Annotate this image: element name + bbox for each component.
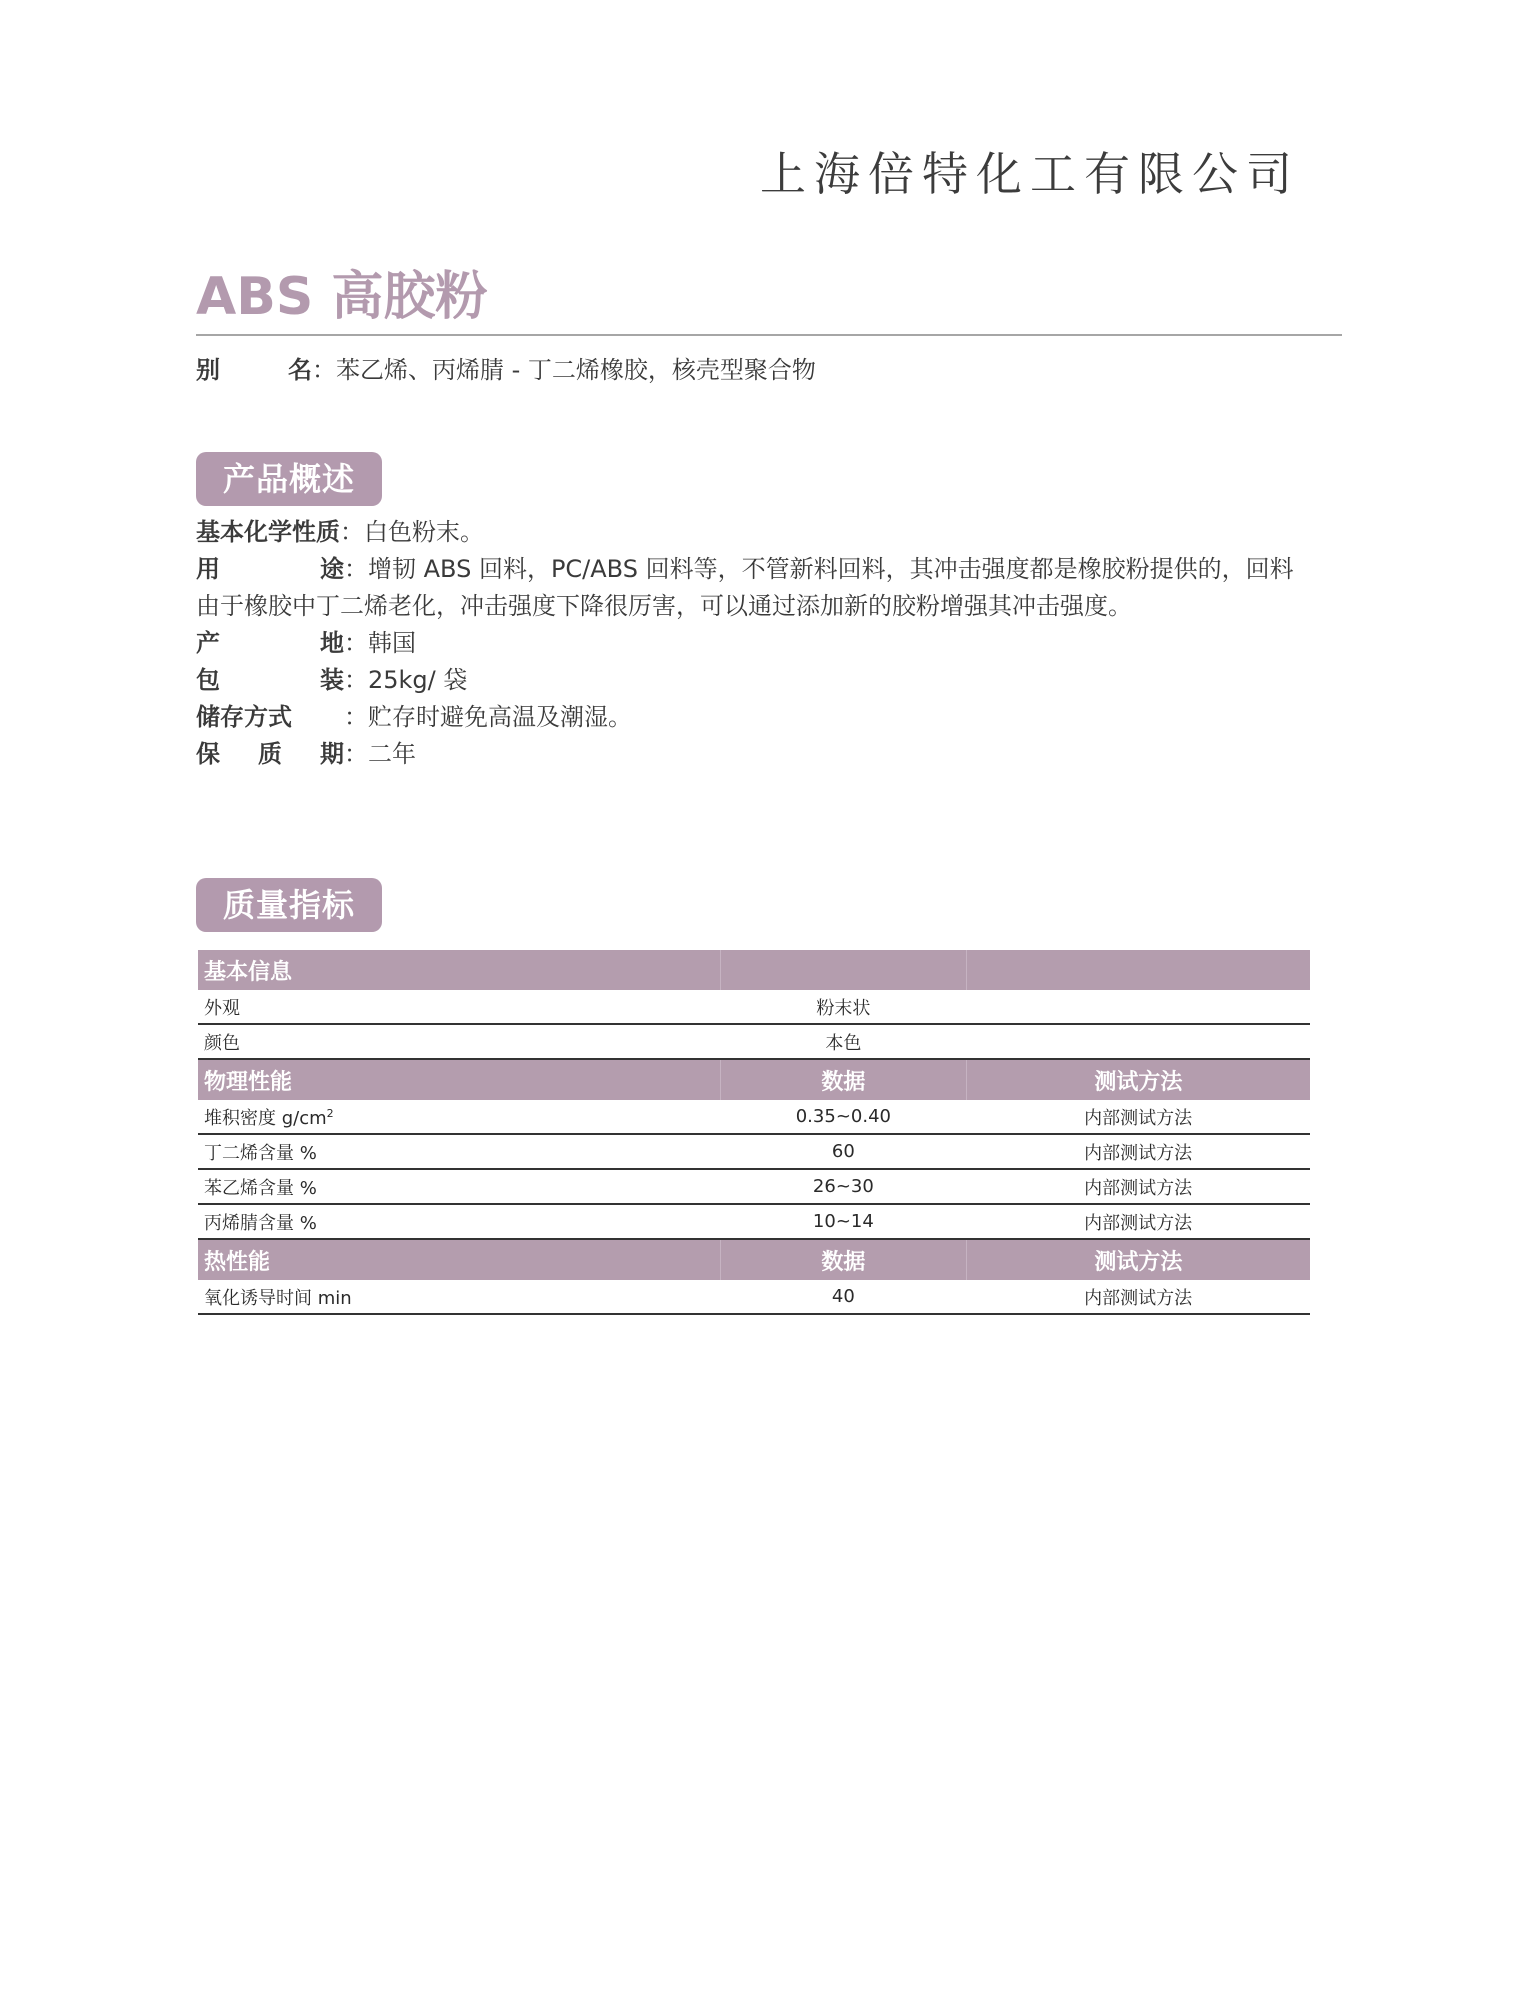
product-title: ABS 高胶粉 [196,267,488,327]
storage-row [196,699,1326,736]
alias-line [196,350,816,385]
row-name: 氧化诱导时间 min [198,1280,721,1314]
thermal-col-data: 数据 [721,1239,967,1280]
row-value: 粉末状 [721,990,967,1024]
table-row [198,990,1310,1024]
table-row [198,1169,1310,1204]
row-value: 10~14 [721,1204,967,1239]
thermal-header [198,1239,1310,1280]
row-value: 60 [721,1134,967,1169]
table-row [198,1204,1310,1239]
row-name: 丙烯腈含量 % [198,1204,721,1239]
section-overview-tag: 产品概述 [196,452,382,506]
origin-value: ：韩国 [344,629,416,657]
thermal-col-method: 测试方法 [966,1239,1310,1280]
usage-continued: 由于橡胶中丁二烯老化，冲击强度下降很厉害，可以通过添加新的胶粉增强其冲击强度。 [196,592,1132,620]
shelf-life-row [196,736,1326,773]
title-divider [196,334,1342,336]
overview-block [196,514,1326,773]
table-row [198,1280,1310,1314]
row-value: 0.35~0.40 [721,1100,967,1134]
basic-property-row [196,514,1326,551]
alias-label: 别 名 [196,356,312,384]
row-name: 苯乙烯含量 % [198,1169,721,1204]
storage-value: ：贮存时避免高温及潮湿。 [344,703,632,731]
row-method: 内部测试方法 [966,1100,1310,1134]
package-value: ：25kg/ 袋 [344,666,468,694]
row-name: 外观 [198,990,721,1024]
row-method: 内部测试方法 [966,1204,1310,1239]
quality-table [198,950,1310,1315]
row-method: 内部测试方法 [966,1169,1310,1204]
basic-info-header [198,950,1310,990]
alias-value: ：苯乙烯、丙烯腈 - 丁二烯橡胶，核壳型聚合物 [312,356,816,384]
basic-property-value: ：白色粉末。 [340,518,484,546]
row-method: 内部测试方法 [966,1280,1310,1314]
thermal-header-label: 热性能 [198,1239,721,1280]
origin-row [196,625,1326,662]
storage-label: 储存方式 [196,703,292,731]
section-quality-tag: 质量指标 [196,878,382,932]
package-row [196,662,1326,699]
usage-label: 用 途 [196,555,344,583]
company-name: 上海倍特化工有限公司 [760,147,1300,201]
basic-info-header-label: 基本信息 [198,950,721,990]
row-value: 本色 [721,1024,967,1059]
shelf-life-label: 保 质 期 [196,740,344,768]
table-row [198,1100,1310,1134]
superscript: 2 [326,1106,334,1120]
row-name: 颜色 [198,1024,721,1059]
usage-row [196,551,1326,588]
physical-col-data: 数据 [721,1059,967,1100]
basic-property-label: 基本化学性质 [196,518,340,546]
row-value: 40 [721,1280,967,1314]
physical-header-label: 物理性能 [198,1059,721,1100]
row-method: 内部测试方法 [966,1134,1310,1169]
row-name: 堆积密度 $g/cm^2$ [198,1100,721,1134]
shelf-life-value: ：二年 [344,740,416,768]
row-value: 26~30 [721,1169,967,1204]
physical-col-method: 测试方法 [966,1059,1310,1100]
package-label: 包 装 [196,666,344,694]
origin-label: 产 地 [196,629,344,657]
table-row [198,1024,1310,1059]
table-row [198,1134,1310,1169]
usage-value: ：增韧 ABS 回料，PC/ABS 回料等，不管新料回料，其冲击强度都是橡胶粉提供的，回料 [344,555,1294,583]
physical-header [198,1059,1310,1100]
row-name: 丁二烯含量 % [198,1134,721,1169]
